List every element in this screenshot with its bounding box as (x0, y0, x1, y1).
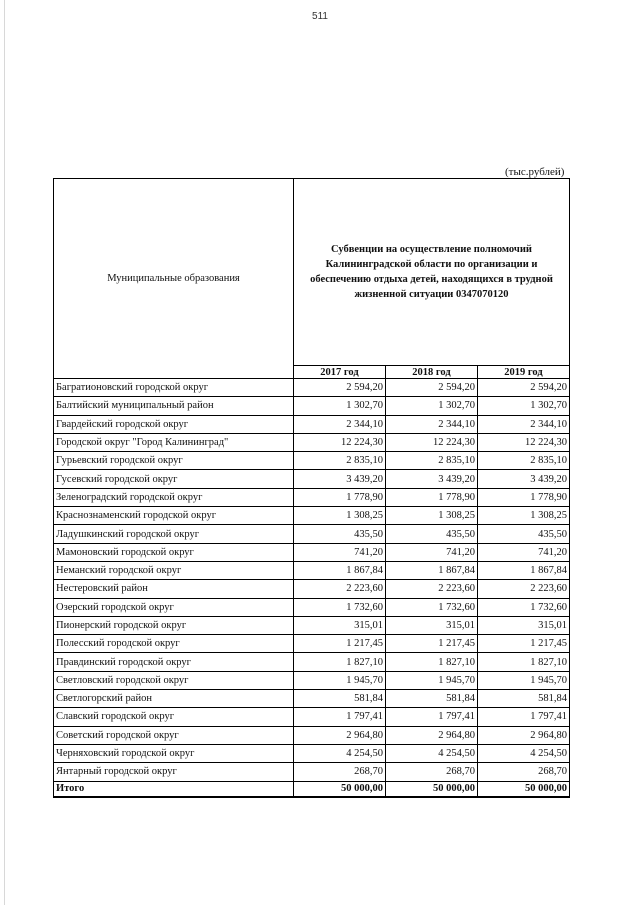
value-2017: 1 778,90 (294, 488, 386, 506)
table-row (54, 507, 570, 525)
value-2019: 1 302,70 (478, 397, 570, 415)
table-row (54, 543, 570, 561)
value-2017: 1 797,41 (294, 708, 386, 726)
value-2018: 1 302,70 (386, 397, 478, 415)
value-2018: 315,01 (386, 616, 478, 634)
value-2019: 4 254,50 (478, 744, 570, 762)
table-row (54, 653, 570, 671)
municipality-name: Пионерский городской округ (54, 616, 294, 634)
value-2019: 581,84 (478, 690, 570, 708)
table-row (54, 561, 570, 579)
value-2017: 2 964,80 (294, 726, 386, 744)
municipality-name: Городской округ "Город Калининград" (54, 433, 294, 451)
value-2017: 1 867,84 (294, 561, 386, 579)
header-year-2018: 2018 год (386, 366, 478, 379)
value-2018: 1 732,60 (386, 598, 478, 616)
value-2019: 1 778,90 (478, 488, 570, 506)
total-label: Итого (54, 781, 294, 797)
municipality-name: Славский городской округ (54, 708, 294, 726)
municipality-name: Правдинский городской округ (54, 653, 294, 671)
value-2019: 1 217,45 (478, 635, 570, 653)
value-2018: 2 964,80 (386, 726, 478, 744)
value-2018: 581,84 (386, 690, 478, 708)
value-2017: 581,84 (294, 690, 386, 708)
municipality-name: Зеленоградский городской округ (54, 488, 294, 506)
municipality-name: Советский городской округ (54, 726, 294, 744)
municipality-name: Гвардейский городской округ (54, 415, 294, 433)
table-row (54, 525, 570, 543)
header-subsidy-description: Субвенции на осуществление полномочий Калининградской области по организации и обеспечению отдыха детей, находящихся в трудной жизненной ситуации 0347070120 (294, 179, 570, 366)
table-row (54, 397, 570, 415)
municipality-name: Неманский городской округ (54, 561, 294, 579)
table-body (54, 379, 570, 782)
municipality-name: Багратионовский городской округ (54, 379, 294, 397)
municipality-name: Янтарный городской округ (54, 763, 294, 781)
municipality-name: Балтийский муниципальный район (54, 397, 294, 415)
value-2018: 741,20 (386, 543, 478, 561)
value-2018: 2 594,20 (386, 379, 478, 397)
value-2019: 315,01 (478, 616, 570, 634)
table-row (54, 635, 570, 653)
value-2018: 2 223,60 (386, 580, 478, 598)
value-2018: 12 224,30 (386, 433, 478, 451)
total-2018: 50 000,00 (386, 781, 478, 797)
table-row (54, 470, 570, 488)
municipality-name: Полесский городской округ (54, 635, 294, 653)
table-row (54, 488, 570, 506)
header-year-2017: 2017 год (294, 366, 386, 379)
value-2018: 1 217,45 (386, 635, 478, 653)
value-2019: 1 797,41 (478, 708, 570, 726)
table-row (54, 433, 570, 451)
value-2019: 268,70 (478, 763, 570, 781)
table-row (54, 452, 570, 470)
table-row (54, 708, 570, 726)
table-row (54, 379, 570, 397)
value-2018: 1 778,90 (386, 488, 478, 506)
unit-note: (тыс.рублей) (505, 166, 565, 178)
value-2018: 1 827,10 (386, 653, 478, 671)
table-row (54, 580, 570, 598)
municipality-name: Нестеровский район (54, 580, 294, 598)
value-2017: 268,70 (294, 763, 386, 781)
value-2017: 1 308,25 (294, 507, 386, 525)
header-municipalities: Муниципальные образования (54, 179, 294, 379)
value-2018: 435,50 (386, 525, 478, 543)
value-2017: 315,01 (294, 616, 386, 634)
value-2017: 1 945,70 (294, 671, 386, 689)
municipality-name: Ладушкинский городской округ (54, 525, 294, 543)
table-row (54, 671, 570, 689)
value-2018: 1 867,84 (386, 561, 478, 579)
value-2019: 435,50 (478, 525, 570, 543)
total-2017: 50 000,00 (294, 781, 386, 797)
value-2017: 435,50 (294, 525, 386, 543)
table-row (54, 690, 570, 708)
value-2017: 2 223,60 (294, 580, 386, 598)
value-2019: 1 732,60 (478, 598, 570, 616)
municipality-name: Гурьевский городской округ (54, 452, 294, 470)
value-2018: 2 835,10 (386, 452, 478, 470)
table-row (54, 598, 570, 616)
value-2019: 12 224,30 (478, 433, 570, 451)
value-2017: 1 732,60 (294, 598, 386, 616)
value-2019: 1 827,10 (478, 653, 570, 671)
municipality-name: Мамоновский городской округ (54, 543, 294, 561)
value-2018: 4 254,50 (386, 744, 478, 762)
value-2017: 1 217,45 (294, 635, 386, 653)
table-row (54, 415, 570, 433)
value-2018: 1 945,70 (386, 671, 478, 689)
value-2017: 4 254,50 (294, 744, 386, 762)
value-2018: 3 439,20 (386, 470, 478, 488)
value-2018: 1 797,41 (386, 708, 478, 726)
value-2017: 12 224,30 (294, 433, 386, 451)
table-row (54, 763, 570, 781)
value-2017: 2 344,10 (294, 415, 386, 433)
value-2019: 1 308,25 (478, 507, 570, 525)
value-2019: 2 835,10 (478, 452, 570, 470)
value-2019: 1 867,84 (478, 561, 570, 579)
value-2018: 268,70 (386, 763, 478, 781)
municipality-name: Гусевский городской округ (54, 470, 294, 488)
value-2019: 3 439,20 (478, 470, 570, 488)
municipality-name: Черняховский городской округ (54, 744, 294, 762)
value-2017: 2 594,20 (294, 379, 386, 397)
total-2019: 50 000,00 (478, 781, 570, 797)
value-2019: 2 223,60 (478, 580, 570, 598)
table-row (54, 744, 570, 762)
municipality-name: Светловский городской округ (54, 671, 294, 689)
municipality-name: Краснознаменский городской округ (54, 507, 294, 525)
table-row (54, 726, 570, 744)
value-2017: 1 827,10 (294, 653, 386, 671)
value-2017: 2 835,10 (294, 452, 386, 470)
subsidy-table (53, 178, 570, 798)
municipality-name: Озерский городской округ (54, 598, 294, 616)
table-row (54, 616, 570, 634)
value-2019: 2 964,80 (478, 726, 570, 744)
value-2017: 741,20 (294, 543, 386, 561)
value-2019: 1 945,70 (478, 671, 570, 689)
value-2018: 1 308,25 (386, 507, 478, 525)
value-2018: 2 344,10 (386, 415, 478, 433)
value-2017: 3 439,20 (294, 470, 386, 488)
total-row (54, 781, 570, 797)
header-year-2019: 2019 год (478, 366, 570, 379)
municipality-name: Светлогорский район (54, 690, 294, 708)
page-number: 511 (312, 11, 328, 22)
value-2019: 2 344,10 (478, 415, 570, 433)
value-2019: 741,20 (478, 543, 570, 561)
value-2017: 1 302,70 (294, 397, 386, 415)
value-2019: 2 594,20 (478, 379, 570, 397)
scan-edge-line (4, 0, 5, 905)
